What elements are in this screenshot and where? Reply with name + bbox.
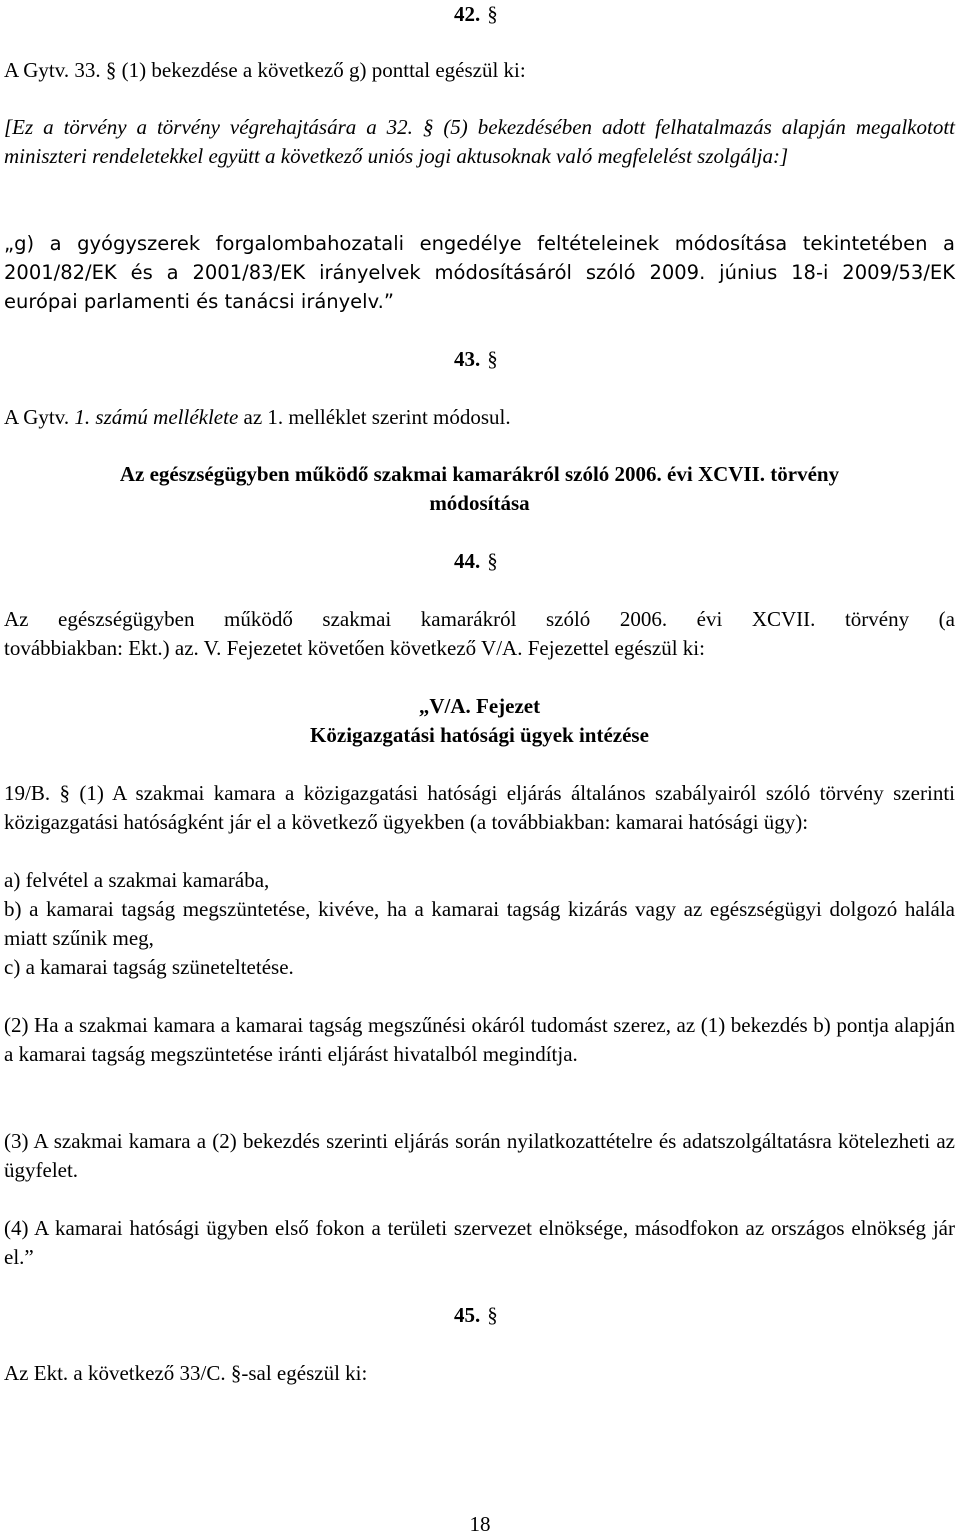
paragraph-19b-2: (2) Ha a szakmai kamara a kamarai tagság megszűnési okáról tudomást szerez, az (1) bekezdés b) pontja alapján a kamarai tagság megszüntetése iránti eljárást hivatalból megindítja. <box>4 1013 955 1066</box>
section-symbol: § <box>487 1303 498 1327</box>
paragraph-19b-4: (4) A kamarai hatósági ügyben első fokon a területi szervezet elnöksége, másodfokon az országos elnökség jár el.” <box>4 1216 955 1269</box>
intro-line-1: Az egészségügyben működő szakmai kamarákról szóló 2006. évi XCVII. törvény (a <box>4 607 955 631</box>
intro-line-2: továbbiakban: Ekt.) az. V. Fejezetet követően következő V/A. Fejezettel egészül ki: <box>4 636 705 660</box>
section-number: 45. <box>454 1303 481 1327</box>
section-symbol: § <box>487 2 498 26</box>
chapter-heading <box>4 692 955 750</box>
section-42-heading <box>454 0 498 29</box>
ekt-amendment-intro-44 <box>4 605 955 663</box>
section-symbol: § <box>487 347 498 371</box>
section-symbol: § <box>487 549 498 573</box>
paragraph-19b-3: (3) A szakmai kamara a (2) bekezdés szerinti eljárás során nyilatkozattételre és adatszolgáltatásra kötelezheti az ügyfelet. <box>4 1129 955 1182</box>
amendment-intro-42: A Gytv. 33. § (1) bekezdése a következő g) ponttal egészül ki: <box>4 58 526 82</box>
amendment-intro-45: Az Ekt. a következő 33/C. §-sal egészül ki: <box>4 1361 368 1385</box>
annex-amendment-43 <box>4 403 955 432</box>
paragraph-19b-1: 19/B. § (1) A szakmai kamara a közigazgatási hatósági eljárás általános szabályairól szóló törvény szerinti közigazgatási hatóságként jár el a következő ügyekben (a továbbiakban: kamarai hatósági ügy): <box>4 781 955 834</box>
heading-line-1: Az egészségügyben működő szakmai kamarákról szóló 2006. évi XCVII. törvény <box>119 462 840 486</box>
section-number: 44. <box>454 549 481 573</box>
page-number: 18 <box>469 1512 491 1536</box>
section-number: 42. <box>454 2 481 26</box>
point-a: a) felvétel a szakmai kamarába, <box>4 868 270 892</box>
bracketed-context: [Ez a törvény a törvény végrehajtására a 32. § (5) bekezdésében adott felhatalmazás alapján megalkotott miniszteri rendeletekkel együtt a következő uniós jogi aktusoknak való megfelelést szolgálja:] <box>4 115 955 168</box>
chapter-subtitle: Közigazgatási hatósági ügyek intézése <box>310 723 649 747</box>
heading-line-2: módosítása <box>429 491 530 515</box>
section-44-heading <box>454 547 498 576</box>
point-g-text: „g) a gyógyszerek forgalombahozatali engedélye feltételeinek módosítása tekintetében a 2001/82/EK és a 2001/83/EK irányelvek módosításáról szóló 2009. június 18-i 2009/53/EK európai parlamenti és tanácsi irányelv.” <box>4 232 955 313</box>
chapter-title: „V/A. Fejezet <box>418 694 541 718</box>
point-c: c) a kamarai tagság szüneteltetése. <box>4 955 294 979</box>
annex-reference: 1. számú melléklete <box>74 405 239 429</box>
annex-prefix: A Gytv. <box>4 405 75 429</box>
ekt-amendment-heading <box>4 460 955 518</box>
section-43-heading <box>454 345 498 374</box>
point-b: b) a kamarai tagság megszüntetése, kivéve, ha a kamarai tagság kizárás vagy az egészségügyi dolgozó halála miatt szűnik meg, <box>4 897 955 950</box>
annex-suffix: az 1. melléklet szerint módosul. <box>238 405 511 429</box>
section-45-heading <box>454 1301 498 1330</box>
section-number: 43. <box>454 347 481 371</box>
